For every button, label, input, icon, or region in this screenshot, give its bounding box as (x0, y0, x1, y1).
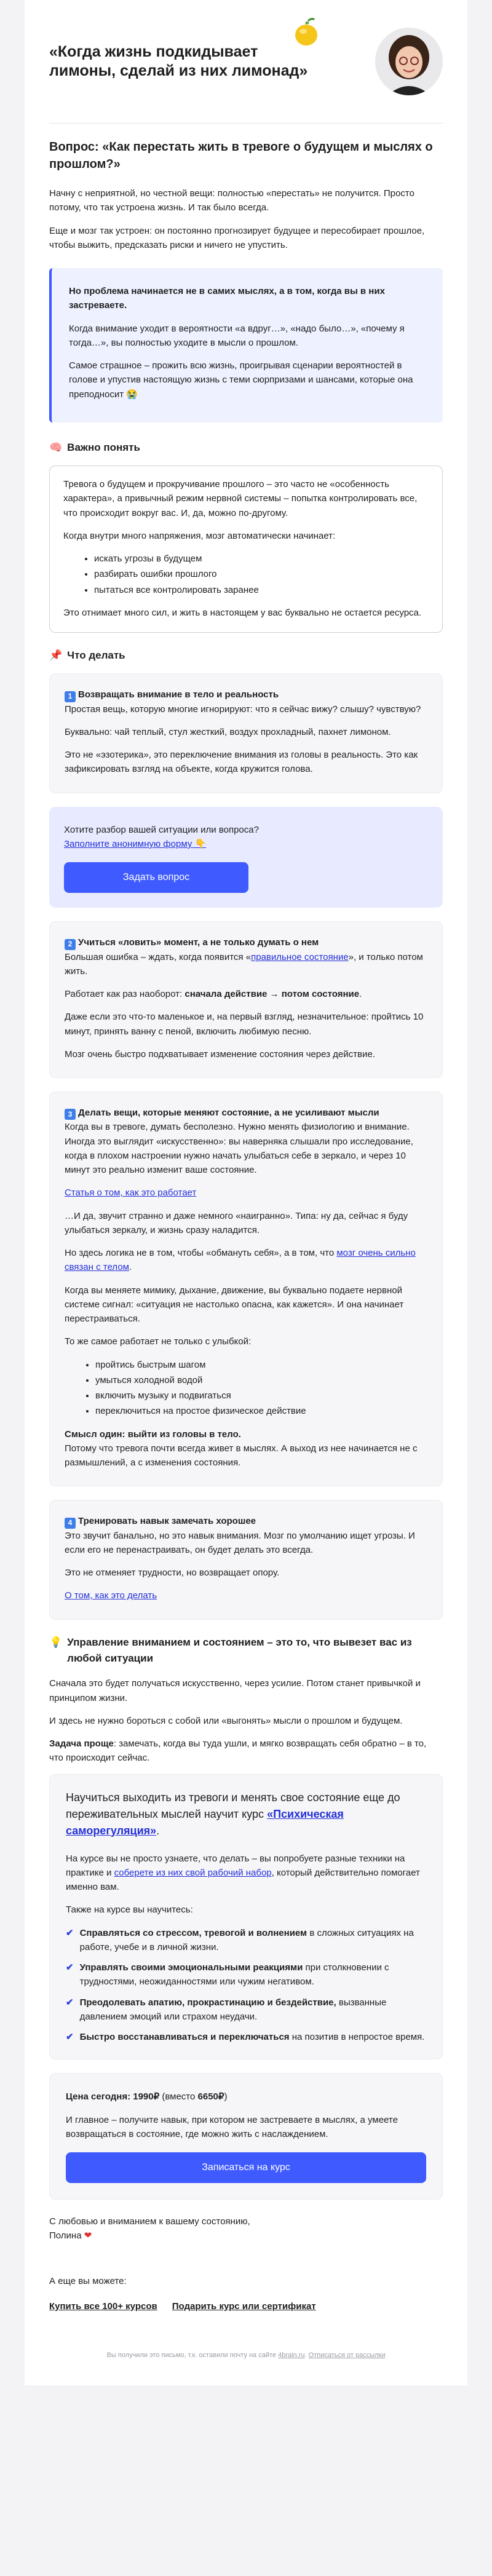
callout-paragraph-1: Когда внимание уходит в вероятности «а вдруг…», «надо было…», «почему я тогда…», вы полностью уходите в мысли о прошлом. (69, 323, 405, 348)
step-2-bold: сначала действие → потом состояние (184, 989, 360, 1000)
course-benefit (66, 1960, 426, 1989)
benefit-bold: Преодолевать апатию, прокрастинацию и бездействие, (79, 1997, 336, 2008)
step-2-text: Работает как раз наоборот: (65, 989, 185, 1000)
price-label: Цена сегодня: (66, 2091, 133, 2102)
course-benefit (66, 1995, 426, 2024)
signature-line-2 (49, 2229, 443, 2243)
step-2-paragraph-3: Даже если это что-то маленькое и, на первый взгляд, незначительное: пройтись 10 минут, принять ванну с пеной, включить любимую песню. (65, 1012, 424, 1037)
step-3-bold: Смысл один: выйти из головы в тело. (65, 1429, 241, 1440)
step-3-card (49, 1092, 443, 1486)
step-4-title-text: Тренировать навык замечать хорошее (78, 1516, 256, 1527)
heart-icon: ❤ (84, 2230, 92, 2241)
price-paragraph: И главное – получите навык, при котором не застреваете в мыслях, а умеете возвращаться в состояние, где можно жить с наслаждением. (66, 2114, 398, 2139)
legal-text: . (304, 2352, 309, 2360)
benefit-text (80, 1995, 426, 2024)
avatar (375, 28, 443, 95)
article-link[interactable]: Статья о том, как это работает (65, 1187, 197, 1199)
signature (49, 2214, 443, 2243)
step-1-paragraph-3: Это не «эзотерика», это переключение внимания из головы в реальность. Это как зафиксировать взгляд на объекте, когда кружится голова. (65, 750, 418, 775)
step-3-paragraph-3 (65, 1246, 427, 1275)
step-2-text: », и только потом жить. (65, 951, 423, 977)
header-title: «Когда жизнь подкидывает лимоны, сделай из них лимонад» (49, 42, 308, 79)
step-2-paragraph-1 (65, 950, 427, 979)
benefit-text (80, 1960, 426, 1989)
step-1-paragraph-2: Буквально: чай теплый, стул жесткий, воздух прохладный, пахнет лимоном. (65, 726, 391, 737)
price-old: 6650₽ (197, 2091, 224, 2102)
list-item: • умыться холодной водой (95, 1373, 427, 1387)
course-text: Научиться выходить из тревоги и менять свое состояние еще до переживательных мыслей научит курс (66, 1791, 400, 1820)
header (25, 0, 467, 123)
lemon-icon (292, 17, 320, 48)
number-4-icon: 4 (65, 1518, 76, 1529)
summary-paragraph-1: Сначала это будет получаться искусственно, через усилие. Потом станет привычкой и принципом жизни. (49, 1678, 421, 1703)
course-benefit (66, 1926, 426, 1955)
list-item: • искать угрозы в будущем (94, 552, 429, 566)
course-intro (66, 1789, 426, 1839)
step-3-text: Но здесь логика не в том, чтобы «обмануть себя», а в том, что (65, 1248, 337, 1259)
intro-paragraph-1: Начну с неприятной, но честной вещи: полностью «перестать» не получится. Просто потому, что так устроена жизнь. И так было всегда. (49, 188, 415, 213)
site-link[interactable]: 4brain.ru (278, 2352, 305, 2360)
step-3-paragraph-1: Когда вы в тревоге, думать бесполезно. Нужно менять физиологию и внимание. Иногда это выглядит «искусственно»: вы наверняка слышали про исследование, когда в плохом настроении нужно начать улыбаться себе в зеркало, и через 10 минут это реально изменит ваше состояние. (65, 1122, 413, 1176)
price-instead: ) (224, 2091, 228, 2102)
how-to-link[interactable]: О том, как это делать (65, 1590, 157, 1601)
checkmark-icon: ✔ (66, 1962, 74, 1973)
course-paragraph-2: Также на курсе вы научитесь: (66, 1904, 193, 1916)
understand-box (49, 466, 443, 633)
course-link[interactable]: «Психическая саморегуляция» (66, 1807, 344, 1837)
step-3-paragraph-2: …И да, звучит странно и даже немного «наигранно». Типа: ну да, сейчас я буду улыбаться зеркалу, и жизнь сразу наладится. (65, 1210, 408, 1235)
number-2-icon: 2 (65, 939, 76, 950)
signature-name: Полина (49, 2230, 82, 2241)
number-3-icon: 3 (65, 1109, 76, 1120)
unsubscribe-link[interactable]: Отписаться от рассылки (308, 2352, 386, 2360)
step-2-paragraph-4: Мозг очень быстро подхватывает изменение состояния через действие. (65, 1048, 375, 1060)
checkmark-icon: ✔ (66, 1927, 74, 1938)
benefit-rest: в сложных ситуациях на работе, учебе и в личной жизни. (79, 1927, 414, 1952)
footer-legal (49, 2350, 443, 2361)
understand-paragraph-3: Это отнимает много сил, и жить в настоящем у вас буквально не остается ресурса. (63, 607, 422, 618)
brain-icon: 🧠 (49, 441, 63, 453)
anonymous-form-link[interactable]: Заполните анонимную форму 👇 (64, 838, 207, 849)
step-2-card (49, 921, 443, 1078)
course-text: , который действительно помогает именно вам. (66, 1867, 420, 1893)
pushpin-icon: 📌 (49, 649, 63, 662)
step-3-paragraph-6: Потому что тревога почти всегда живет в мыслях. А выход из нее начинается не с размышлений, а с изменения состояния. (65, 1443, 418, 1468)
price-now: 1990₽ (133, 2091, 160, 2102)
enroll-button[interactable]: Записаться на курс (66, 2152, 426, 2183)
step-1-title-text: Возвращать внимание в тело и реальность (78, 689, 279, 700)
step-4-paragraph-2: Это не отменяет трудности, но возвращает опору. (65, 1567, 280, 1579)
summary-paragraph-2: И здесь не нужно бороться с собой или «выгонять» мысли о прошлом и будущем. (49, 1715, 403, 1726)
benefit-bold: Быстро восстанавливаться и переключаться (79, 2032, 290, 2043)
benefit-rest: при столкновении с трудностями, неожиданностями или чужим негативом. (79, 1962, 389, 1987)
understand-heading (49, 440, 443, 456)
list-item: • пройтись быстрым шагом (95, 1358, 427, 1372)
step-3-paragraph-5: То же самое работает не только с улыбкой: (65, 1336, 252, 1347)
brain-body-link[interactable]: мозг очень сильно связан с телом (65, 1248, 416, 1273)
step-3-title-text: Делать вещи, которые меняют состояние, а не усиливают мысли (78, 1108, 379, 1119)
benefit-text (80, 1926, 426, 1955)
benefit-rest: на позитив в непростое время. (289, 2032, 425, 2043)
understand-paragraph-1: Тревога о будущем и прокручивание прошлого – это часто не «особенность характера», а привычный режим нервной системы – попытка контролировать все, что происходит вокруг вас. И, да, можно по-другому. (63, 479, 418, 518)
header-divider (49, 123, 443, 124)
toolkit-link[interactable]: соберете из них свой рабочий набор (114, 1867, 272, 1878)
step-1-title (65, 688, 427, 702)
list-item: • разбирать ошибки прошлого (94, 567, 429, 581)
course-text: . (156, 1824, 160, 1837)
footer-more: А еще вы можете: (49, 2275, 127, 2286)
callout-paragraph-2: Самое страшное – прожить всю жизнь, проигрывая сценарии вероятностей в голове и упустив настоящую жизнь с теми сюрпризами и шансами, которые она преподносит 😭 (69, 360, 413, 400)
benefit-bold: Управлять своими эмоциональными реакциями (79, 1962, 303, 1973)
summary-heading-text: Управление вниманием и состоянием – это то, что вывезет вас из любой ситуации (67, 1636, 412, 1664)
course-box (49, 1774, 443, 2060)
benefit-text (80, 2030, 425, 2044)
question-box-text: Хотите разбор вашей ситуации или вопроса? (64, 824, 259, 835)
step-3-paragraph-4: Когда вы меняете мимику, дыхание, движение, вы буквально подаете нервной системе сигнал: «ситуация не настолько опасна, как кажется». И она начинает перестраиваться. (65, 1285, 404, 1325)
step-1-card (49, 673, 443, 793)
buy-all-courses-link[interactable]: Купить все 100+ курсов (49, 2301, 157, 2312)
footer (49, 2274, 443, 2361)
author-photo (375, 28, 443, 95)
summary-text: : замечать, когда вы туда ушли, и мягко возвращать себя обратно – в то, что происходит сейчас. (49, 1738, 427, 1764)
step-3-title (65, 1106, 427, 1120)
summary-bold: Задача проще (49, 1738, 114, 1750)
callout-box (49, 268, 443, 422)
understand-heading-text: Важно понять (67, 441, 140, 453)
intro-paragraph-2: Еще и мозг так устроен: он постоянно прогнозирует будущее и пересобирает прошлое, чтобы выжить, предсказать риски и ничего не упустить. (49, 225, 425, 250)
step-4-card (49, 1500, 443, 1619)
number-1-icon: 1 (65, 691, 76, 702)
summary-paragraph-3 (49, 1737, 443, 1766)
summary-heading (49, 1635, 443, 1667)
step-4-paragraph-1: Это звучит банально, но это навык внимания. Мозг по умолчанию ищет угрозы. И если его не перенастраивать, он будет делать это всегда. (65, 1530, 415, 1555)
step-2-title (65, 935, 427, 949)
step-3-text: . (129, 1262, 132, 1273)
footer-links (49, 2299, 443, 2313)
email-container (25, 0, 467, 2385)
benefit-bold: Справляться со стрессом, тревогой и волнением (79, 1927, 308, 1938)
price-line (66, 2090, 426, 2104)
question-heading: Вопрос: «Как перестать жить в тревоге о будущем и мыслях о прошлом?» (49, 140, 433, 171)
checkmark-icon: ✔ (66, 1997, 74, 2008)
lightbulb-icon: 💡 (49, 1636, 63, 1648)
price-instead: (вместо (159, 2091, 198, 2102)
todo-heading-text: Что делать (67, 649, 125, 662)
todo-heading (49, 648, 443, 664)
step-3-list (65, 1358, 427, 1419)
checkmark-icon: ✔ (66, 2032, 74, 2043)
list-item: • переключиться на простое физическое действие (95, 1404, 427, 1418)
question-box (49, 807, 443, 908)
step-4-title (65, 1514, 427, 1528)
list-item: • включить музыку и подвигаться (95, 1389, 427, 1403)
price-box (49, 2073, 443, 2200)
signature-line-1: С любовью и вниманием к вашему состоянию, (49, 2216, 250, 2227)
list-item: • пытаться все контролировать заранее (94, 583, 429, 597)
step-2-text: . (359, 989, 362, 1000)
benefit-rest: вызванные давлением эмоций или страхом неудачи. (79, 1997, 387, 2022)
right-state-link[interactable]: правильное состояние (251, 951, 349, 962)
step-2-text: Большая ошибка – ждать, когда появится « (65, 951, 252, 962)
course-benefit (66, 2030, 426, 2044)
gift-course-link[interactable]: Подарить курс или сертификат (172, 2301, 316, 2312)
ask-question-button[interactable]: Задать вопрос (64, 862, 248, 893)
legal-text: Вы получили это письмо, т.к. оставили почту на сайте (106, 2352, 279, 2360)
callout-bold: Но проблема начинается не в самих мыслях, а в том, когда вы в них застреваете. (69, 286, 385, 311)
step-2-title-text: Учиться «ловить» момент, а не только думать о нем (78, 937, 319, 948)
understand-paragraph-2: Когда внутри много напряжения, мозг автоматически начинает: (63, 530, 336, 541)
step-2-paragraph-2 (65, 987, 427, 1001)
understand-list (63, 552, 429, 597)
step-1-paragraph-1: Простая вещь, которую многие игнорируют: что я сейчас вижу? слышу? чувствую? (65, 703, 421, 715)
course-text: На курсе вы не просто узнаете, что делать – вы попробуете разные техники на практике и (66, 1853, 405, 1878)
course-paragraph-1 (66, 1852, 426, 1895)
